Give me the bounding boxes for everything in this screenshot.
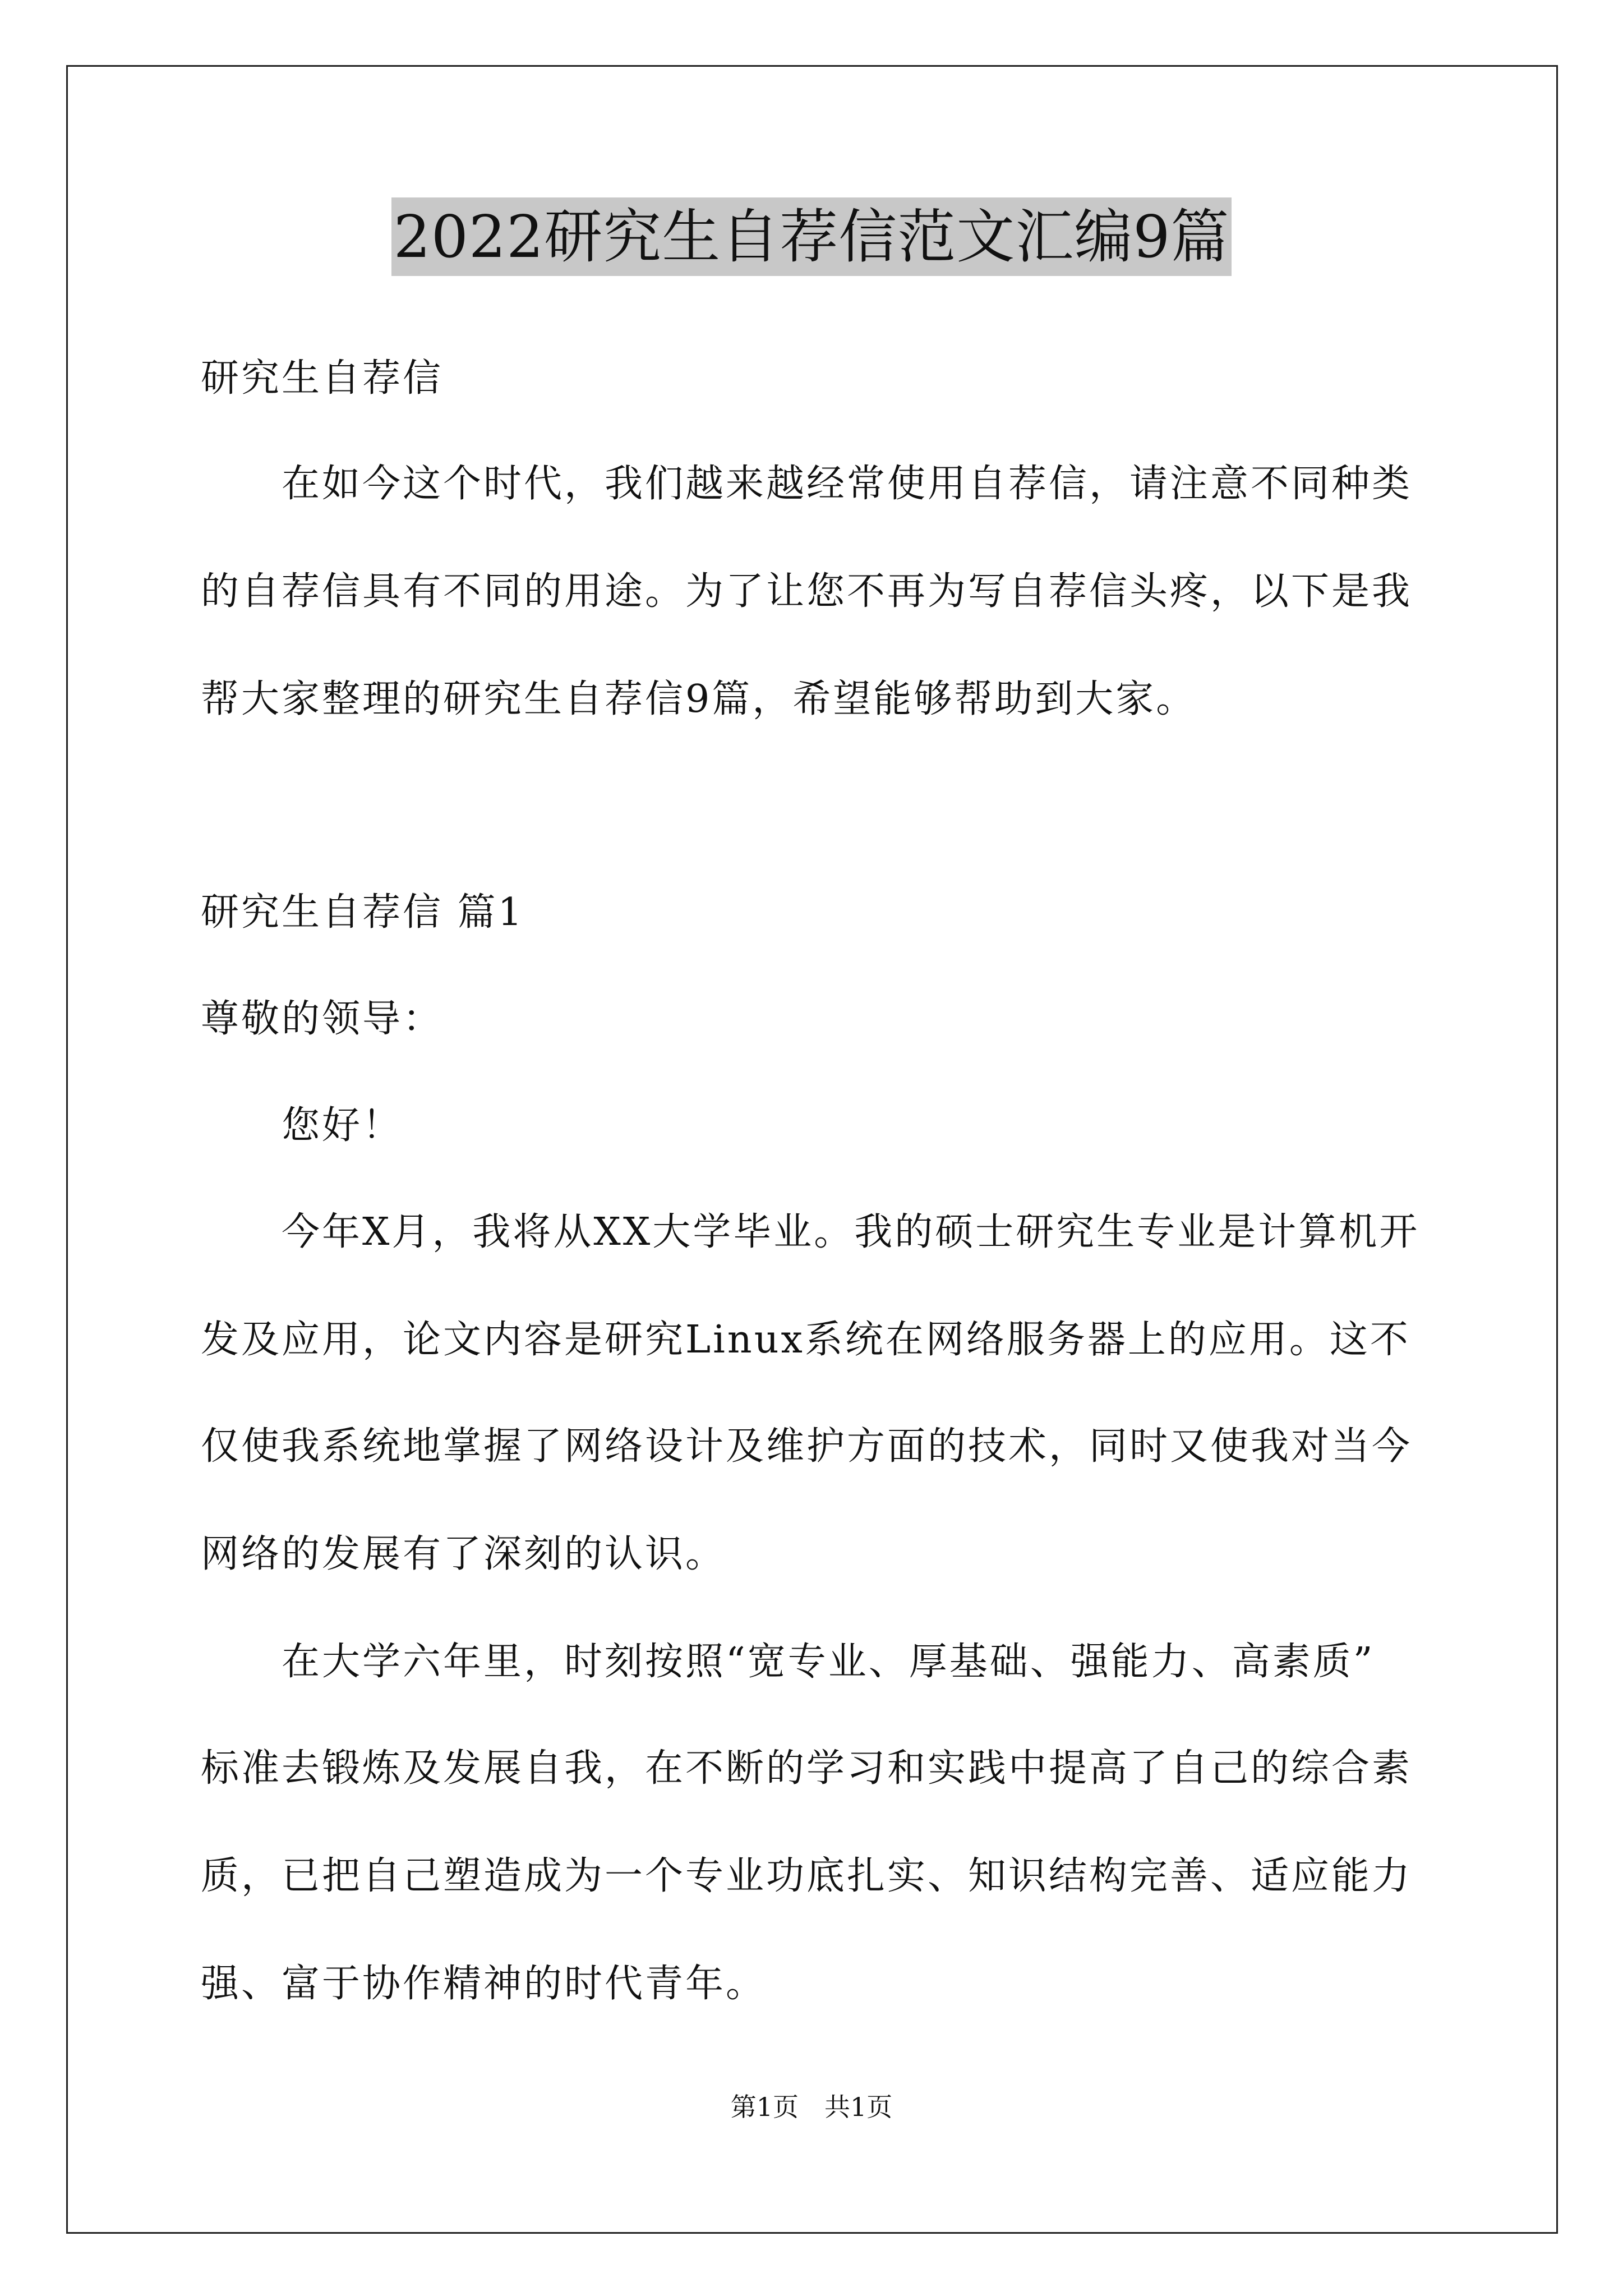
title-container xyxy=(0,197,1623,276)
paragraph-line: 今年X月，我将从XX大学毕业。我的硕士研究生专业是计算机开 xyxy=(282,1210,1420,1254)
document-title: 2022研究生自荐信范文汇编9篇 xyxy=(391,197,1232,276)
section-heading: 研究生自荐信 篇1 xyxy=(201,890,524,935)
paragraph-line: 标准去锻炼及发展自我，在不断的学习和实践中提高了自己的综合素 xyxy=(201,1746,1413,1791)
salutation: 尊敬的领导： xyxy=(201,997,444,1041)
paragraph-line: 发及应用，论文内容是研究Linux系统在网络服务器上的应用。这不 xyxy=(201,1318,1410,1362)
paragraph-line: 网络的发展有了深刻的认识。 xyxy=(201,1532,726,1576)
intro-heading: 研究生自荐信 xyxy=(201,356,444,401)
intro-line: 帮大家整理的研究生自荐信9篇，希望能够帮助到大家。 xyxy=(201,677,1197,721)
paragraph-line: 仅使我系统地掌握了网络设计及维护方面的技术，同时又使我对当今 xyxy=(201,1424,1413,1469)
intro-line: 的自荐信具有不同的用途。为了让您不再为写自荐信头疼，以下是我 xyxy=(201,569,1413,614)
paragraph-line: 在大学六年里，时刻按照“宽专业、厚基础、强能力、高素质” xyxy=(282,1640,1375,1684)
paragraph-line: 质，已把自己塑造成为一个专业功底扎实、知识结构完善、适应能力 xyxy=(201,1854,1413,1898)
greeting: 您好！ xyxy=(282,1103,403,1148)
intro-line: 在如今这个时代，我们越来越经常使用自荐信，请注意不同种类 xyxy=(282,462,1413,506)
page-footer: 第1页 共1页 xyxy=(730,2092,893,2122)
paragraph-line: 强、富于协作精神的时代青年。 xyxy=(201,1962,767,2006)
